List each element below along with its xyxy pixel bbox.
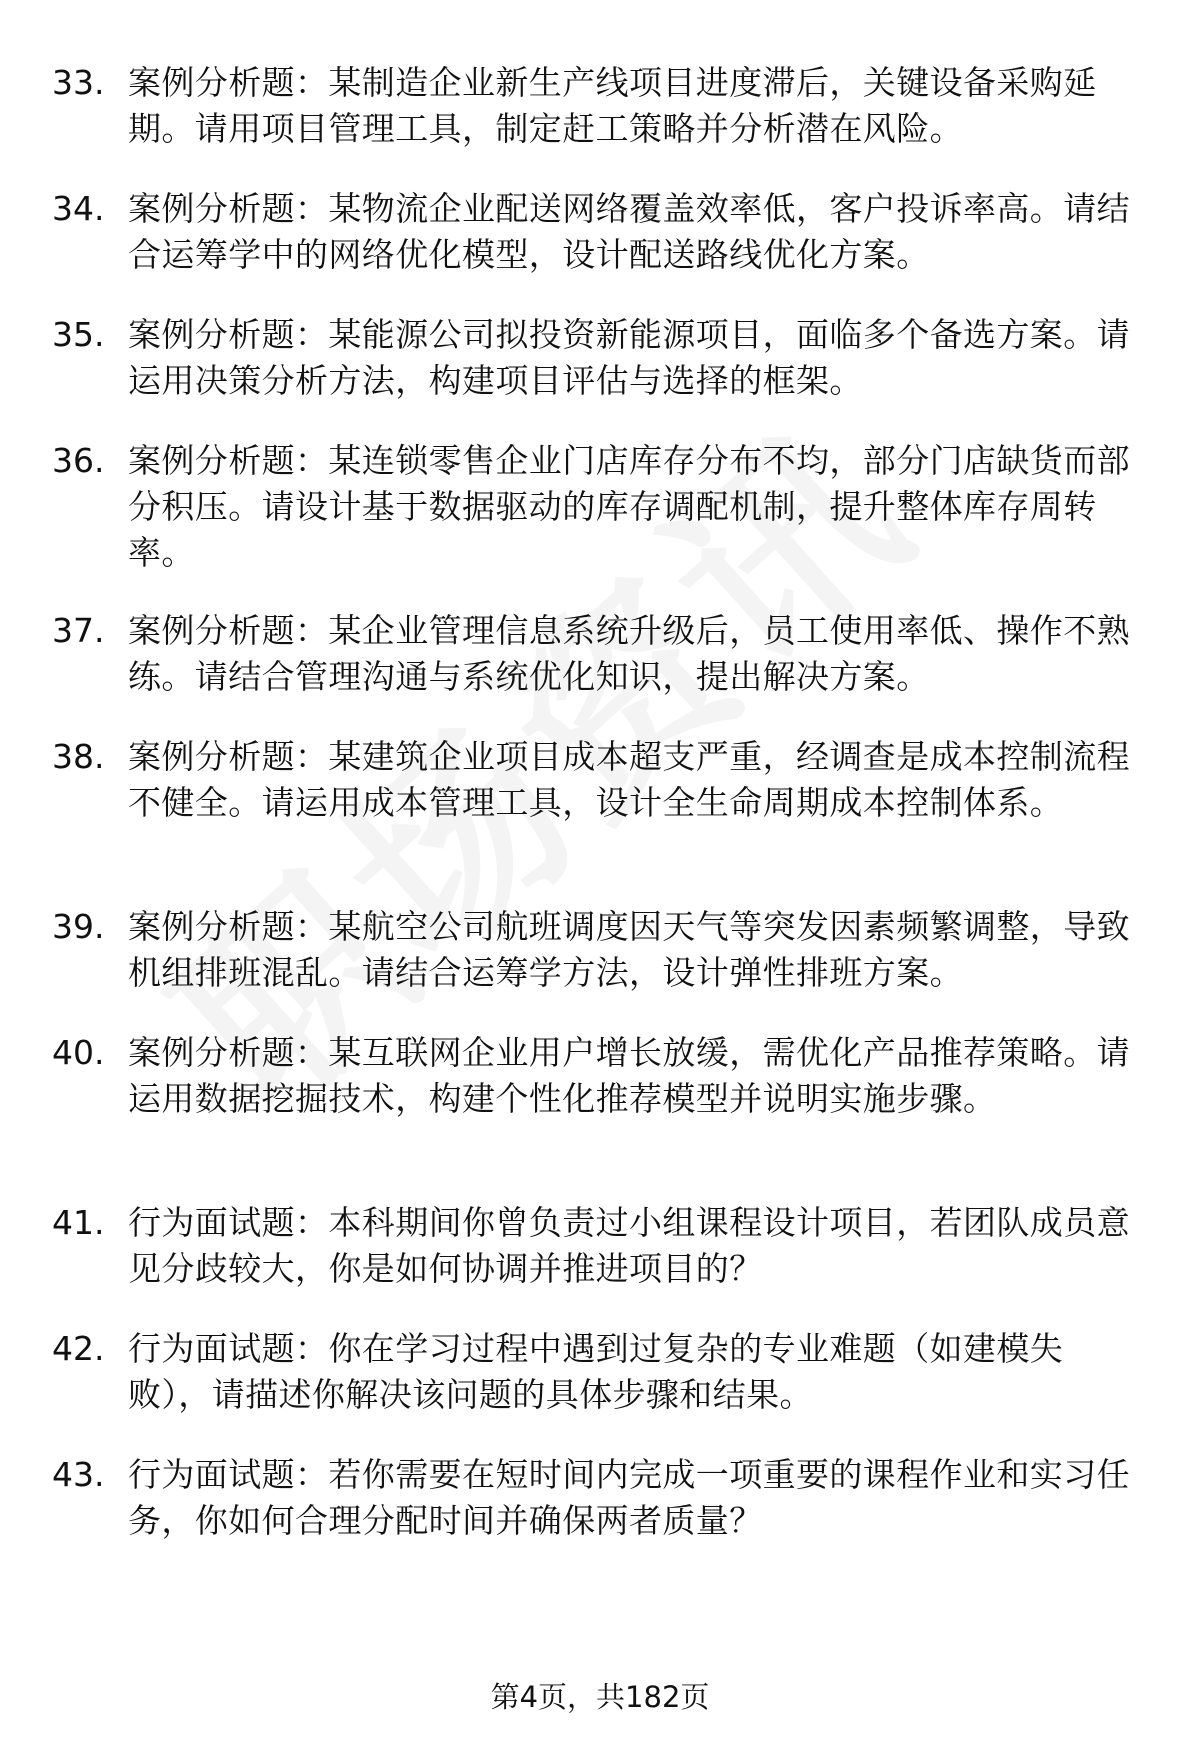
- question-text: 案例分析题：某连锁零售企业门店库存分布不均，部分门店缺货而部分积压。请设计基于数据驱动的库存调配机制，提升整体库存周转率。: [128, 441, 1130, 572]
- question-number: 42.: [52, 1329, 105, 1368]
- question-text: 案例分析题：某企业管理信息系统升级后，员工使用率低、操作不熟练。请结合管理沟通与系统优化知识，提出解决方案。: [128, 611, 1130, 696]
- page-number-label: 第4页，共182页: [490, 1680, 710, 1714]
- question-text: 案例分析题：某建筑企业项目成本超支严重，经调查是成本控制流程不健全。请运用成本管理工具，设计全生命周期成本控制体系。: [128, 737, 1130, 822]
- question-item: [0, 1326, 1200, 1452]
- question-item: [0, 1452, 1200, 1578]
- question-item: [0, 904, 1200, 1030]
- question-text: 行为面试题：你在学习过程中遇到过复杂的专业难题（如建模失败），请描述你解决该问题的具体步骤和结果。: [128, 1329, 1064, 1414]
- question-item: [0, 734, 1200, 904]
- question-list: [0, 60, 1200, 1578]
- question-number: 39.: [52, 907, 105, 946]
- question-text: 案例分析题：某互联网企业用户增长放缓，需优化产品推荐策略。请运用数据挖掘技术，构建个性化推荐模型并说明实施步骤。: [128, 1033, 1130, 1118]
- question-number: 34.: [52, 189, 105, 228]
- question-text: 案例分析题：某航空公司航班调度因天气等突发因素频繁调整，导致机组排班混乱。请结合运筹学方法，设计弹性排班方案。: [128, 907, 1130, 992]
- question-number: 33.: [52, 63, 105, 102]
- question-number: 40.: [52, 1033, 105, 1072]
- question-text: 行为面试题：本科期间你曾负责过小组课程设计项目，若团队成员意见分歧较大，你是如何协调并推进项目的？: [128, 1203, 1130, 1288]
- question-number: 37.: [52, 611, 105, 650]
- question-number: 43.: [52, 1455, 105, 1494]
- question-text: 案例分析题：某物流企业配送网络覆盖效率低，客户投诉率高。请结合运筹学中的网络优化模型，设计配送路线优化方案。: [128, 189, 1130, 274]
- question-number: 41.: [52, 1203, 105, 1242]
- question-item: [0, 1200, 1200, 1326]
- question-text: 案例分析题：某能源公司拟投资新能源项目，面临多个备选方案。请运用决策分析方法，构建项目评估与选择的框架。: [128, 315, 1130, 400]
- page-footer: [0, 1677, 1200, 1717]
- question-item: [0, 186, 1200, 312]
- question-number: 36.: [52, 441, 105, 480]
- question-item: [0, 312, 1200, 438]
- question-item: [0, 608, 1200, 734]
- question-item: [0, 1030, 1200, 1200]
- question-item: [0, 60, 1200, 186]
- question-text: 行为面试题：若你需要在短时间内完成一项重要的课程作业和实习任务，你如何合理分配时间并确保两者质量？: [128, 1455, 1130, 1540]
- question-item: [0, 438, 1200, 608]
- question-number: 35.: [52, 315, 105, 354]
- question-text: 案例分析题：某制造企业新生产线项目进度滞后，关键设备采购延期。请用项目管理工具，制定赶工策略并分析潜在风险。: [128, 63, 1097, 148]
- question-number: 38.: [52, 737, 105, 776]
